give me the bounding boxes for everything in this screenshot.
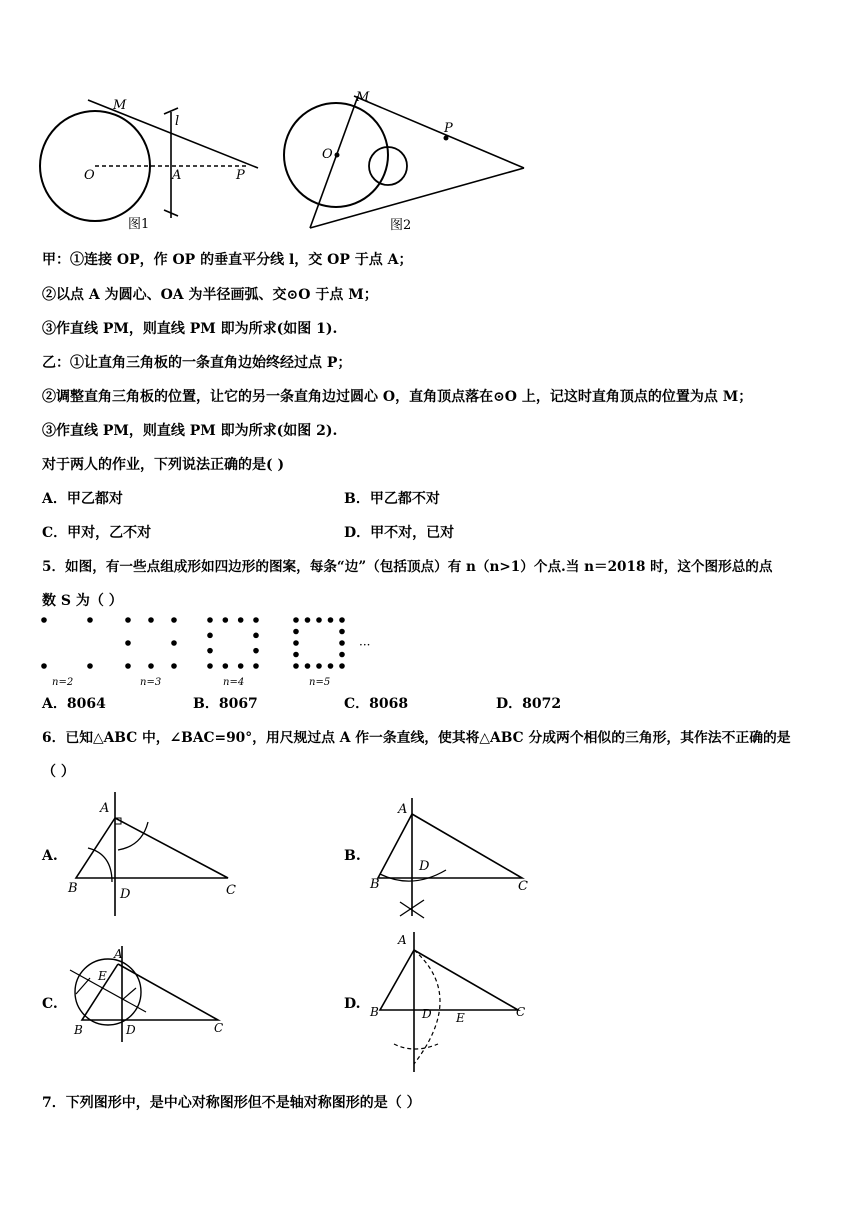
figure-1 <box>36 94 266 234</box>
fig2-line-diameter <box>310 96 358 228</box>
q6c-arc-1 <box>76 978 90 994</box>
q5-dot-patterns <box>34 612 394 692</box>
q5-dot <box>171 640 177 646</box>
q6c-label-b: B <box>74 1023 83 1037</box>
q6-figure-c <box>62 940 237 1044</box>
q5-dot <box>238 663 244 669</box>
q5-dot <box>339 640 345 646</box>
q6-figure-a <box>60 788 250 918</box>
q4-question: 对于两人的作业，下列说法正确的是( ) <box>42 457 285 473</box>
q5-dot <box>87 617 93 623</box>
q5-dot <box>328 617 334 623</box>
q6d-dashed-arc-2 <box>394 1044 438 1049</box>
q5-dot <box>253 648 259 654</box>
fig2-line-mp <box>354 96 524 168</box>
q5-dot <box>207 663 213 669</box>
q7-question: 7．下列图形中，是中心对称图形但不是轴对称图形的是（ ） <box>42 1095 421 1111</box>
q6b-label-b: B <box>370 877 380 892</box>
q5-dot <box>316 663 322 669</box>
q4-jia-step3: ③作直线 PM，则直线 PM 即为所求(如图 1). <box>42 321 338 337</box>
q5-dot <box>207 633 213 639</box>
q5-option-c[interactable]: C．8068 <box>344 696 409 712</box>
q6-question-line1: 6．已知△ABC 中，∠BAC=90°，用尺规过点 A 作一条直线，使其将△ABC 分成两个相似的三角形，其作法不正确的是 <box>42 730 791 746</box>
q6-option-a-label[interactable]: A. <box>42 848 58 864</box>
figure-2 <box>280 88 530 238</box>
q5-dot <box>339 663 345 669</box>
q5-dot <box>238 617 244 623</box>
q5-dot <box>125 640 131 646</box>
fig2-point-p <box>444 136 449 141</box>
q5-pattern-n3 <box>125 617 177 669</box>
fig1-label-a: A <box>172 168 182 183</box>
q5-pattern-n4 <box>207 617 259 669</box>
q4-option-a[interactable]: A．甲乙都对 <box>42 491 123 507</box>
q4-option-b[interactable]: B．甲乙都不对 <box>344 491 440 507</box>
q5-dot <box>293 617 299 623</box>
q5-pattern-n5 <box>293 617 345 669</box>
q6d-label-a: A <box>398 933 407 947</box>
fig2-caption: 图2 <box>390 218 412 233</box>
q4-jia-step1: 甲：①连接 OP，作 OP 的垂直平分线 l，交 OP 于点 A； <box>42 252 413 268</box>
q6c-label-c: C <box>214 1021 224 1035</box>
q5-dot <box>316 617 322 623</box>
q5-dot <box>171 663 177 669</box>
q6a-label-c: C <box>226 883 236 898</box>
q6d-label-d: D <box>422 1007 432 1021</box>
q5-option-d[interactable]: D．8072 <box>496 696 562 712</box>
q6d-label-c: C <box>516 1005 526 1019</box>
q4-yi-step1: 乙：①让直角三角板的一条直角边始终经过点 P； <box>42 355 352 371</box>
fig2-label-m: M <box>356 90 370 105</box>
q6d-label-e: E <box>456 1011 465 1025</box>
q5-dot <box>223 663 229 669</box>
q5-dot <box>293 640 299 646</box>
q4-jia-step2: ②以点 A 为圆心、OA 为半径画弧、交⊙O 于点 M； <box>42 287 378 303</box>
fig2-line-base <box>310 168 524 228</box>
q5-caption-n5: n=5 <box>309 677 331 688</box>
q5-dot <box>87 663 93 669</box>
q6-option-d-label[interactable]: D. <box>344 996 361 1012</box>
q5-dot <box>253 617 259 623</box>
q6-question-line2: （ ） <box>42 764 75 780</box>
q6b-label-d: D <box>419 859 430 874</box>
q5-caption-n3: n=3 <box>140 677 162 688</box>
q5-dot <box>125 617 131 623</box>
q5-dot <box>305 663 311 669</box>
q5-dot <box>148 617 154 623</box>
q5-dot <box>223 617 229 623</box>
q5-dot <box>305 617 311 623</box>
q6b-label-a: A <box>398 802 408 817</box>
q5-ellipsis: ··· <box>359 638 371 652</box>
q6b-triangle <box>378 814 522 878</box>
q5-dot <box>293 652 299 658</box>
fig2-label-o: O <box>322 147 333 162</box>
q5-dot <box>339 652 345 658</box>
q5-option-a[interactable]: A．8064 <box>42 696 106 712</box>
q5-caption-n4: n=4 <box>223 677 245 688</box>
q5-dot <box>171 617 177 623</box>
q4-option-d[interactable]: D．甲不对，已对 <box>344 525 455 541</box>
q5-question-line2: 数 S 为（ ） <box>42 593 123 609</box>
q5-dot <box>293 663 299 669</box>
q5-dot <box>41 617 47 623</box>
q6a-label-d: D <box>120 887 131 902</box>
q5-caption-n2: n=2 <box>52 677 74 688</box>
fig1-caption: 图1 <box>128 217 150 232</box>
q6-figure-b <box>366 794 541 920</box>
fig1-label-m: M <box>113 98 127 113</box>
q6b-arc-1 <box>380 870 446 881</box>
q6a-arc-2 <box>118 822 148 850</box>
q6a-label-b: B <box>68 881 78 896</box>
q6d-label-b: B <box>370 1005 379 1019</box>
q4-option-c[interactable]: C．甲对，乙不对 <box>42 525 152 541</box>
q6d-triangle <box>380 950 518 1010</box>
q6a-label-a: A <box>100 801 110 816</box>
q6c-arc-2 <box>122 988 136 1000</box>
fig2-label-p: P <box>444 121 453 136</box>
q6c-label-a: A <box>114 947 123 961</box>
q6c-label-d: D <box>126 1023 136 1037</box>
q5-dot <box>339 617 345 623</box>
q5-dot <box>148 663 154 669</box>
q5-dot <box>207 617 213 623</box>
q5-dot <box>207 648 213 654</box>
q6c-bisector <box>70 970 146 1012</box>
fig1-label-p: P <box>236 168 245 183</box>
q6b-label-c: C <box>518 879 528 894</box>
q4-yi-step2: ②调整直角三角板的位置，让它的另一条直角边过圆心 O，直角顶点落在⊙O 上，记这时直角顶点的位置为点 M； <box>42 389 753 405</box>
fig1-label-l: l <box>175 114 180 129</box>
q6c-label-e: E <box>98 969 107 983</box>
q6-figure-d <box>366 926 541 1076</box>
q4-yi-step3: ③作直线 PM，则直线 PM 即为所求(如图 2). <box>42 423 338 439</box>
q5-dot <box>293 629 299 635</box>
q5-dot <box>328 663 334 669</box>
q5-option-b[interactable]: B．8067 <box>193 696 258 712</box>
q5-dot <box>253 633 259 639</box>
q5-dot <box>41 663 47 669</box>
q6-option-b-label[interactable]: B. <box>344 848 361 864</box>
q6-option-c-label[interactable]: C. <box>42 996 58 1012</box>
q5-pattern-n2 <box>41 617 93 669</box>
q6a-triangle <box>76 818 228 878</box>
q5-question-line1: 5．如图，有一些点组成形如四边形的图案，每条“边”（包括顶点）有 n（n>1）个点.当 n＝2018 时，这个图形总的点 <box>42 559 773 575</box>
q5-dot <box>125 663 131 669</box>
fig1-label-o: O <box>84 168 95 183</box>
q5-dot <box>339 629 345 635</box>
fig2-point-o <box>335 153 340 158</box>
q5-dot <box>253 663 259 669</box>
